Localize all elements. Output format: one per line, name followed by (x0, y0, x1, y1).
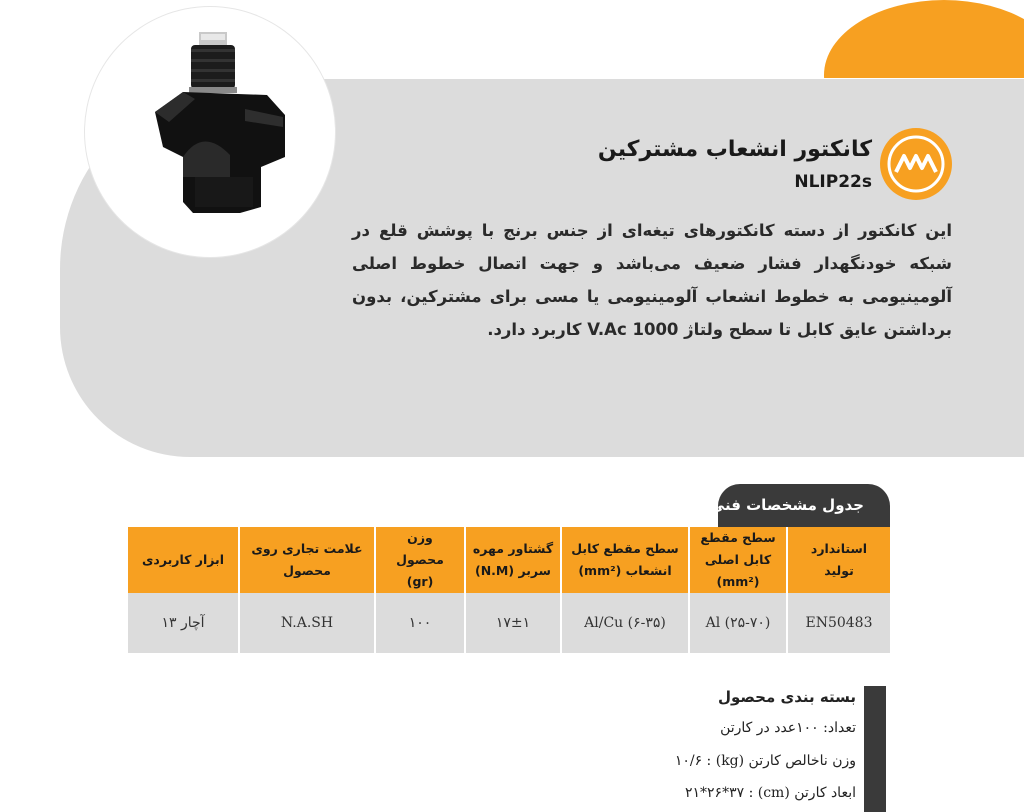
spec-table (126, 527, 892, 653)
packaging-dimensions: ابعاد کارتن (cm) : ۲۱*۲۶*۳۷ (685, 785, 856, 801)
spec-header-cell: وزن محصول (gr) (375, 527, 465, 593)
spec-table-tab (709, 484, 890, 528)
spec-value-cell: EN50483 (787, 593, 891, 653)
packaging-quantity: تعداد: ۱۰۰عدد در کارتن (720, 720, 856, 736)
packaging-gross-weight: وزن ناخالص کارتن (kg) : ۱۰/۶ (674, 753, 856, 769)
spec-header-cell: ابزار کاربردی (127, 527, 239, 593)
packaging-accent-bar (864, 686, 886, 812)
spec-table-tab-label: جدول مشخصات فنی (709, 496, 864, 514)
spec-value-cell: آچار ۱۳ (127, 593, 239, 653)
packaging-title: بسته بندی محصول (717, 688, 856, 706)
spec-header-cell: سطح مقطع کابل انشعاب (mm²) (561, 527, 689, 593)
spec-value-cell: Al/Cu (۶-۳۵) (561, 593, 689, 653)
spec-header-cell: سطح مقطع کابل اصلی (mm²) (689, 527, 787, 593)
spec-header-cell: استاندارد تولید (787, 527, 891, 593)
product-code: NLIP22s (794, 172, 872, 192)
spec-value-cell: Al (۲۵-۷۰) (689, 593, 787, 653)
brand-logo-icon (880, 128, 952, 200)
spec-table-header-row (127, 527, 891, 593)
table-row (127, 593, 891, 653)
spec-value-cell: ۱۷±۱ (465, 593, 561, 653)
spec-value-cell: N.A.SH (239, 593, 375, 653)
spec-value-cell: ۱۰۰ (375, 593, 465, 653)
product-title: کانکتور انشعاب مشترکین (597, 137, 872, 162)
product-photo-frame (85, 7, 335, 257)
product-description: این کانکتور از دسته کانکتورهای تیغه‌ای از جنس برنج با پوشش قلع در شبکه خودنگهدار فشار ضعیف می‌باشد و جهت اتصال خطوط اصلی آلومینیومی به خطوط انشعاب آلومینیومی یا مسی برای مشترکین، بدون برداشتن عایق کابل تا سطح ولتاژ 1000 V.Ac کاربرد دارد. (352, 221, 952, 339)
spec-header-cell: علامت تجاری روی محصول (239, 527, 375, 593)
spec-header-cell: گشتاور مهره سربر (N.M) (465, 527, 561, 593)
connector-product-image (85, 7, 335, 257)
